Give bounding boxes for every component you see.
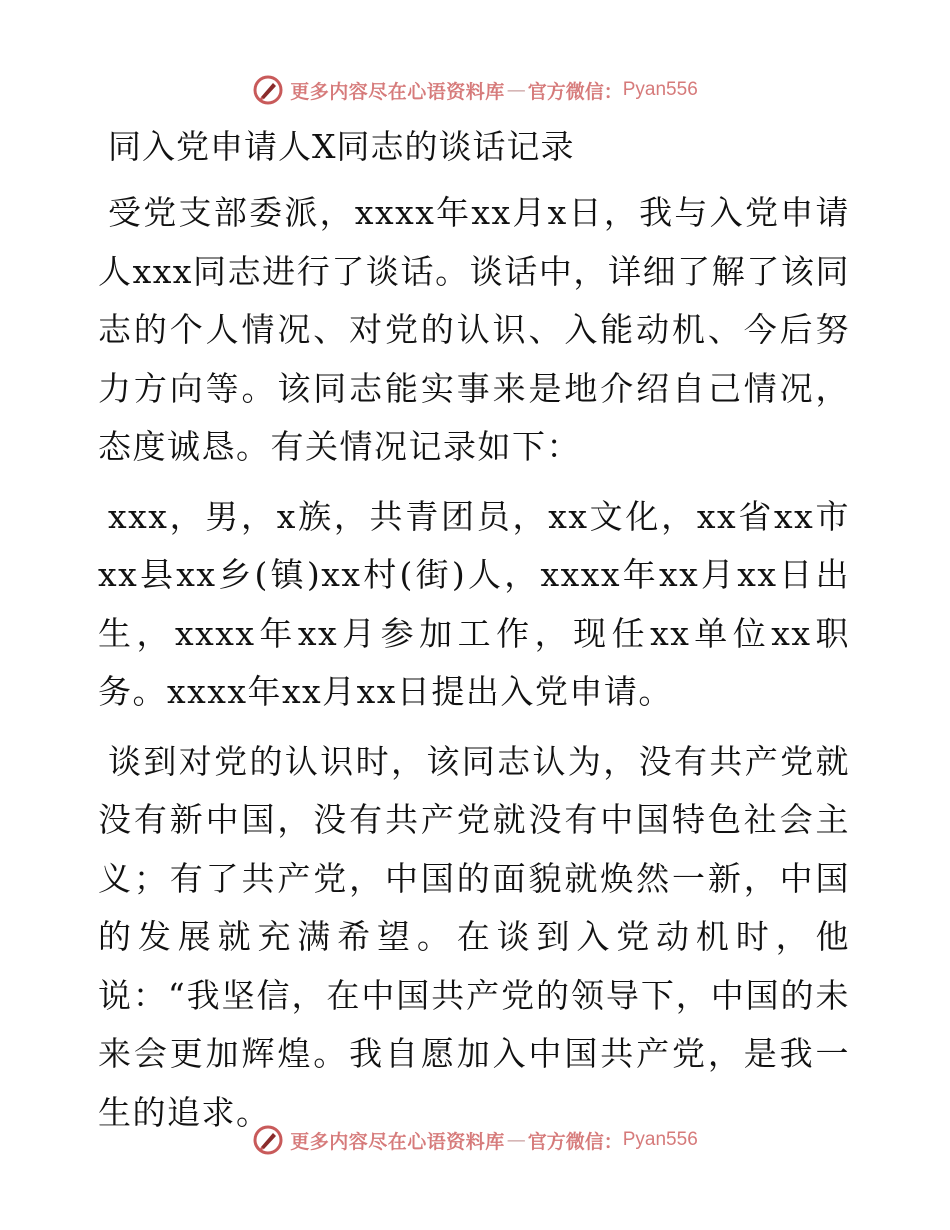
pen-logo-icon (252, 1124, 284, 1156)
watermark-official-label: 官方微信： (527, 1130, 623, 1153)
paragraph-3: 谈到对党的认识时，该同志认为，没有共产党就没有新中国，没有共产党就没有中国特色社会主义；有了共产党，中国的面貌就焕然一新，中国的发展就充满希望。在谈到入党动机时，他说：“我坚信，在中国共产党的领导下，中国的未来会更加辉煌。我自愿加入中国共产党，是我一生的追求。 (98, 741, 850, 1132)
watermark-text: 更多内容尽在心语资料库 (290, 1130, 505, 1153)
document-body (98, 118, 850, 1153)
paragraph-1: 受党支部委派，xxxx年xx月x日，我与入党申请人xxx同志进行了谈话。谈话中，详细了解了该同志的个人情况、对党的认识、入能动机、今后努力方向等。该同志能实事来是地介绍自己情况，态度诚恳。有关情况记录如下： (98, 193, 850, 466)
watermark-wechat-id: Pyan556 (622, 1129, 698, 1150)
paragraph-2: xxx，男，x族，共青团员，xx文化，xx省xx市xx县xx乡(镇)xx村(街)人，xxxx年xx月xx日出生，xxxx年xx月参加工作，现任xx单位xx职务。xxxx年xx月xx日提出入党申请。 (98, 496, 850, 711)
watermark-separator: — (506, 1129, 526, 1151)
header-watermark (0, 70, 950, 110)
watermark-official-label: 官方微信： (527, 80, 623, 103)
watermark-wechat-id: Pyan556 (622, 79, 698, 100)
watermark-text: 更多内容尽在心语资料库 (290, 80, 505, 103)
document-title: 同入党申请人X同志的谈话记录 (108, 127, 575, 166)
pen-logo-icon (252, 74, 284, 106)
footer-watermark (0, 1120, 950, 1160)
watermark-separator: — (506, 79, 526, 101)
